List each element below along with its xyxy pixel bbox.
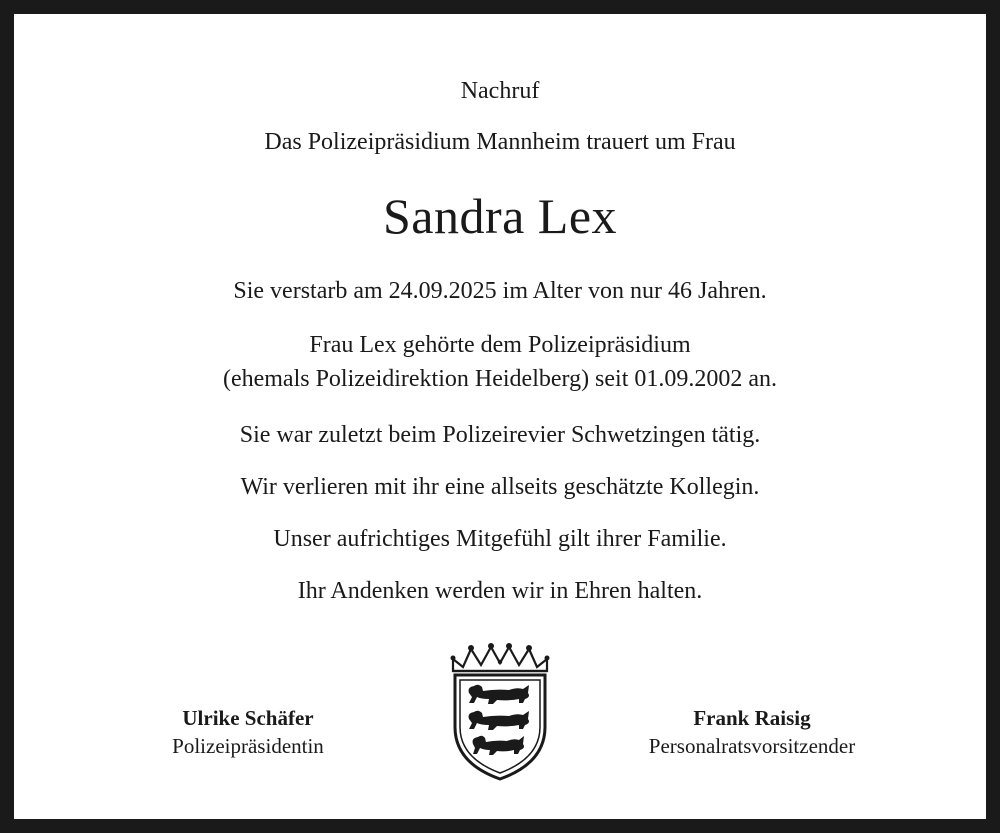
signatory-role: Personalratsvorsitzender [648, 734, 856, 758]
heading: Nachruf [460, 78, 540, 104]
text-line-last-post: Sie war zuletzt beim Polizeirevier Schwetzingen tätig. [239, 422, 761, 448]
text-line-condolence: Unser aufrichtiges Mitgefühl gilt ihrer Familie. [273, 526, 727, 552]
deceased-name: Sandra Lex [382, 188, 618, 244]
text-line-colleague: Wir verlieren mit ihr eine allseits geschätzte Kollegin. [240, 474, 760, 500]
text-line-death: Sie verstarb am 24.09.2025 im Alter von nur 46 Jahren. [233, 278, 767, 304]
baden-wuerttemberg-coat-of-arms-icon [447, 641, 553, 783]
signatory-role: Polizeipräsidentin [172, 734, 324, 758]
text-line-service-2: (ehemals Polizeidirektion Heidelberg) seit 01.09.2002 an. [222, 366, 778, 392]
signature-right [612, 704, 892, 760]
signature-left [148, 704, 348, 760]
text-line-remembrance: Ihr Andenken werden wir in Ehren halten. [297, 578, 703, 604]
text-line-service-1: Frau Lex gehörte dem Polizeipräsidium [309, 332, 691, 358]
signatory-name: Frank Raisig [693, 706, 811, 730]
intro-text: Das Polizeipräsidium Mannheim trauert um Frau [264, 129, 736, 155]
signatory-name: Ulrike Schäfer [182, 706, 314, 730]
